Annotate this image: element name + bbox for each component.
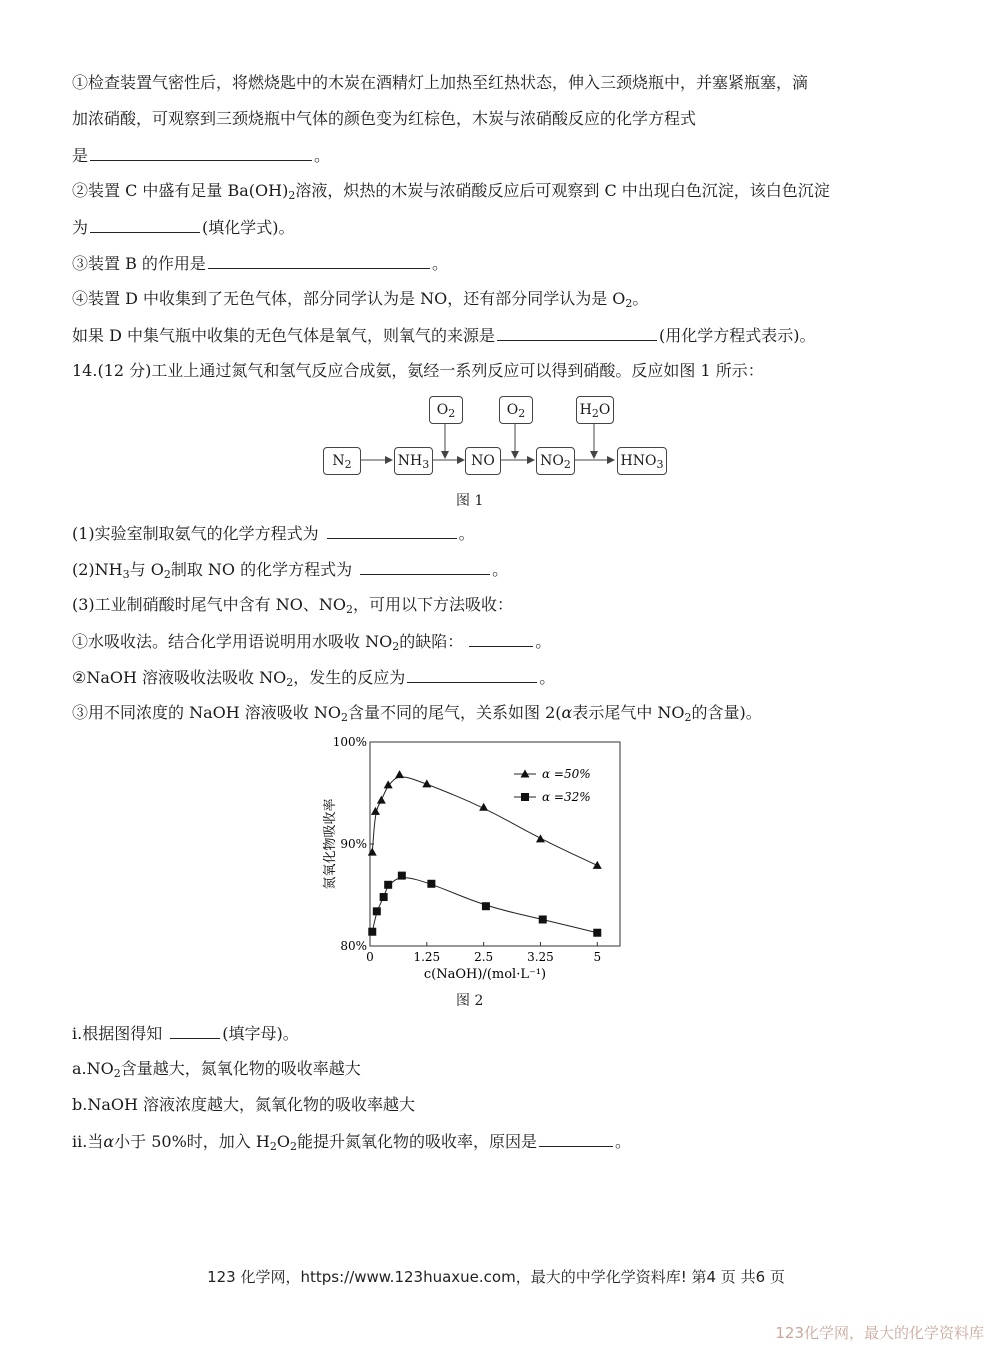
text: HNO xyxy=(620,453,657,469)
text: 含量不同的尾气，关系如图 2( xyxy=(348,703,562,722)
reagent-box-o2-2 xyxy=(499,396,533,424)
x-tick-label: 2.5 xyxy=(474,950,494,964)
text: 。 xyxy=(431,254,448,273)
q14-sub3 xyxy=(72,594,513,616)
text: NO xyxy=(540,453,564,469)
q13-step4 xyxy=(72,288,648,310)
figure-2-caption: 图 2 xyxy=(456,993,484,1009)
subscript: 2 xyxy=(448,407,456,420)
subscript: 2 xyxy=(684,711,692,724)
q14-sub1 xyxy=(72,522,475,545)
chain-box-nh3 xyxy=(394,447,433,475)
text: 为 xyxy=(72,218,89,237)
period: 。 xyxy=(314,146,331,165)
text: 表示尾气中 NO xyxy=(572,703,685,722)
text: ，发生的反应为 xyxy=(293,668,406,687)
reagent-box-h2o xyxy=(576,396,614,424)
data-point-square xyxy=(593,929,601,937)
y-tick-label: 100% xyxy=(332,735,367,749)
subscript: 2 xyxy=(289,1140,297,1153)
q14-sub2 xyxy=(72,558,508,581)
subscript: 3 xyxy=(122,568,130,581)
data-point-square xyxy=(373,907,381,915)
chain-box-hno3 xyxy=(617,447,667,475)
text: ③用不同浓度的 NaOH 溶液吸收 NO xyxy=(72,703,341,722)
text: (填字母)。 xyxy=(222,1024,299,1043)
x-axis-label: c(NaOH)/(mol·L⁻¹) xyxy=(423,967,547,982)
subscript: 2 xyxy=(392,640,400,653)
answer-blank-ammonia-prep[interactable] xyxy=(327,522,457,539)
data-point-square xyxy=(384,881,392,889)
subscript: 2 xyxy=(113,1067,121,1080)
q14-question-ii xyxy=(72,1130,631,1153)
subscript: 2 xyxy=(346,603,353,616)
data-point-triangle xyxy=(368,848,377,856)
text: (3)工业制硝酸时尾气中含有 NO、NO xyxy=(72,595,346,614)
subscript: 2 xyxy=(341,711,348,724)
text: 。 xyxy=(535,632,552,651)
alpha-symbol: α xyxy=(103,1132,115,1151)
text: O xyxy=(598,402,611,418)
q13-step2-line1 xyxy=(72,180,830,202)
text: (用化学方程式表示)。 xyxy=(659,326,816,345)
answer-blank-equation[interactable] xyxy=(90,144,312,161)
text: 能提升氮氧化物的吸收率，原因是 xyxy=(296,1132,537,1151)
data-point-triangle xyxy=(395,770,404,778)
q14-question-i xyxy=(72,1022,299,1045)
subscript: 2 xyxy=(563,458,571,471)
text: (2)NH xyxy=(72,560,123,579)
q14-intro: 14.(12 分)工业上通过氮气和氢气反应合成氨，氨经一系列反应可以得到硝酸。反应如图 1 所示： xyxy=(72,361,764,380)
chain-box-no xyxy=(465,447,501,475)
text: (填化学式)。 xyxy=(202,218,295,237)
figure-1-caption: 图 1 xyxy=(456,493,484,509)
answer-blank-no-prep[interactable] xyxy=(360,558,490,575)
data-point-square xyxy=(380,893,388,901)
subscript: 2 xyxy=(625,297,633,310)
text: ④装置 D 中收集到了无色气体，部分同学认为是 NO，还有部分同学认为是 O xyxy=(72,289,626,308)
answer-blank-naoh-reaction[interactable] xyxy=(407,666,537,683)
data-point-square xyxy=(398,872,406,880)
answer-blank-choice[interactable] xyxy=(170,1022,220,1039)
answer-blank-oxygen-source[interactable] xyxy=(497,324,657,341)
text: O xyxy=(506,402,519,418)
text: 。 xyxy=(458,524,475,543)
reagent-box-o2-1 xyxy=(429,396,463,424)
data-point-square xyxy=(427,880,435,888)
chain-box-n2 xyxy=(323,447,361,475)
y-tick-label: 80% xyxy=(340,939,367,953)
subscript: 2 xyxy=(344,458,352,471)
chain-box-no2 xyxy=(536,447,575,475)
text: 溶液，炽热的木炭与浓硝酸反应后可观察到 C 中出现白色沉淀，该白色沉淀 xyxy=(295,181,830,200)
x-tick-label: 0 xyxy=(366,950,374,964)
text: 制取 NO 的化学方程式为 xyxy=(170,560,353,579)
y-tick-label: 90% xyxy=(340,837,367,851)
q13-step1-line1: ①检查装置气密性后，将燃烧匙中的木炭在酒精灯上加热至红热状态，伸入三颈烧瓶中，并塞紧瓶塞，滴 xyxy=(72,73,809,92)
data-point-triangle xyxy=(377,796,386,804)
text: ①水吸收法。结合化学用语说明用水吸收 NO xyxy=(72,632,393,651)
option-b: b.NaOH 溶液浓度越大，氮氧化物的吸收率越大 xyxy=(72,1095,416,1114)
page-footer: 123 化学网，https://www.123huaxue.com，最大的中学化学资料库! 第4 页 共6 页 xyxy=(207,1268,785,1286)
q13-step5 xyxy=(72,324,816,347)
answer-blank-water-defect[interactable] xyxy=(469,630,533,647)
y-axis-label: 氮氧化物吸收率 xyxy=(323,798,338,890)
subscript: 2 xyxy=(163,568,171,581)
answer-blank-device-b[interactable] xyxy=(208,252,430,269)
text: 。 xyxy=(632,289,649,308)
text: a.NO xyxy=(72,1059,114,1078)
data-point-triangle xyxy=(593,861,602,869)
text: ③装置 B 的作用是 xyxy=(72,254,206,273)
q14-sub3-concentration xyxy=(72,702,762,724)
x-tick-label: 3.25 xyxy=(527,950,554,964)
text: O xyxy=(276,1132,290,1151)
text: 的含量)。 xyxy=(691,703,762,722)
legend-label: α =32% xyxy=(542,790,591,804)
text: (1)实验室制取氨气的化学方程式为 xyxy=(72,524,319,543)
option-a xyxy=(72,1058,361,1080)
figure-2-chart xyxy=(300,730,640,1020)
text: 。 xyxy=(614,1132,631,1151)
legend-label: α =50% xyxy=(542,767,591,781)
text: 。 xyxy=(492,560,509,579)
text: ，可用以下方法吸收： xyxy=(353,595,514,614)
q13-step3 xyxy=(72,252,448,275)
data-point-square xyxy=(482,902,490,910)
text: NO xyxy=(471,453,495,469)
watermark: 123化学网，最大的化学资料库 xyxy=(775,1324,984,1342)
data-point-triangle xyxy=(536,834,545,842)
q14-sub3-water xyxy=(72,630,551,653)
subscript: 3 xyxy=(422,458,430,471)
data-point-square xyxy=(539,915,547,923)
chart-layer xyxy=(322,735,620,982)
text: 小于 50%时，加入 H xyxy=(114,1132,270,1151)
text: ②NaOH 溶液吸收法吸收 NO xyxy=(72,668,287,687)
text: NH xyxy=(397,453,423,469)
subscript: 2 xyxy=(286,676,294,689)
subscript: 2 xyxy=(288,189,296,202)
q14-sub3-naoh xyxy=(72,666,555,689)
text: 如果 D 中集气瓶中收集的无色气体是氧气，则氧气的来源是 xyxy=(72,326,496,345)
text: N xyxy=(332,453,345,469)
subscript: 2 xyxy=(518,407,526,420)
x-tick-label: 1.25 xyxy=(413,950,441,964)
text: 与 O xyxy=(129,560,164,579)
text: 。 xyxy=(539,668,556,687)
x-tick-label: 5 xyxy=(593,950,602,964)
text: ⅰ.根据图得知 xyxy=(72,1024,163,1043)
answer-blank-precipitate[interactable] xyxy=(90,216,200,233)
text: ⅱ.当 xyxy=(72,1132,104,1151)
subscript: 2 xyxy=(269,1140,277,1153)
q13-step1-line3 xyxy=(72,144,330,167)
text: ②装置 C 中盛有足量 Ba(OH) xyxy=(72,181,289,200)
q13-step1-line2: 加浓硝酸，可观察到三颈烧瓶中气体的颜色变为红棕色，木炭与浓硝酸反应的化学方程式 xyxy=(72,109,697,128)
text: 含量越大，氮氧化物的吸收率越大 xyxy=(120,1059,361,1078)
q13-step2-line2 xyxy=(72,216,295,239)
answer-blank-h2o2-reason[interactable] xyxy=(539,1130,613,1147)
data-point-triangle xyxy=(371,807,380,815)
text: O xyxy=(436,402,449,418)
subscript: 2 xyxy=(591,407,599,420)
q13-step1-prefix: 是 xyxy=(72,146,89,165)
legend-marker-square xyxy=(521,793,529,801)
text: 的缺陷： xyxy=(399,632,464,651)
alpha-symbol: α xyxy=(561,703,573,722)
subscript: 3 xyxy=(656,458,664,471)
text: H xyxy=(579,402,592,418)
data-point-square xyxy=(368,928,376,936)
